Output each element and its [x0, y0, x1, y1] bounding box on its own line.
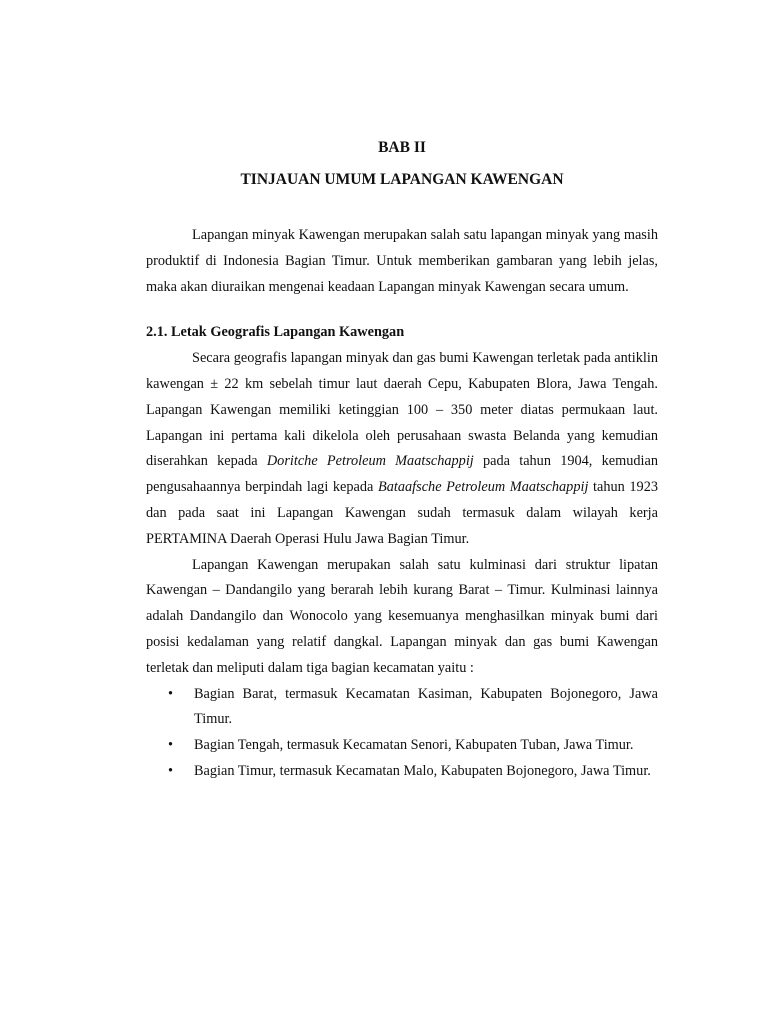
chapter-title: TINJAUAN UMUM LAPANGAN KAWENGAN	[240, 171, 564, 188]
bullet-icon: •	[168, 737, 174, 754]
geography-text-part3: tahun 1923 dan pada saat ini Lapangan Kawengan sudah termasuk dalam wilayah kerja PERTAMINA Daerah Operasi Hulu Jawa Bagian Timur.	[146, 479, 658, 547]
list-item	[146, 759, 658, 785]
geography-text-part2: pada tahun 1904, kemudian pengusahaannya berpindah lagi kepada	[146, 453, 658, 496]
list-item	[146, 733, 658, 759]
geography-paragraph	[146, 346, 658, 552]
geography-text-part1: Secara geografis lapangan minyak dan gas bumi Kawengan terletak pada antiklin kawengan ± 22 km sebelah timur laut daerah Cepu, Kabupaten Blora, Jawa Tengah. Lapangan Kawengan memiliki ketinggian 100 – 350 meter diatas permukaan laut. Lapangan ini pertama kali dikelola oleh perusahaan swasta Belanda yang kemudian diserahkan kepada	[146, 350, 658, 470]
list-item-text: Bagian Timur, termasuk Kecamatan Malo, Kabupaten Bojonegoro, Jawa Timur.	[194, 762, 651, 779]
list-item-text: Bagian Barat, termasuk Kecamatan Kasiman, Kabupaten Bojonegoro, Jawa Timur.	[194, 685, 658, 728]
company-name-doritche: Doritche Petroleum Maatschappij	[266, 453, 474, 470]
list-item	[146, 682, 658, 734]
district-list	[146, 682, 658, 785]
document-page	[146, 133, 658, 785]
bullet-icon: •	[168, 762, 174, 779]
list-item-text: Bagian Tengah, termasuk Kecamatan Senori, Kabupaten Tuban, Jawa Timur.	[194, 737, 634, 754]
bullet-icon: •	[168, 685, 174, 702]
intro-paragraph: Lapangan minyak Kawengan merupakan salah satu lapangan minyak yang masih produktif di Indonesia Bagian Timur. Untuk memberikan gambaran yang lebih jelas, maka akan diuraikan mengenai keadaan Lapangan minyak Kawengan secara umum.	[146, 227, 658, 295]
company-name-bataafsche: Bataafsche Petroleum Maatschappij	[378, 479, 589, 496]
section-heading: 2.1. Letak Geografis Lapangan Kawengan	[146, 324, 405, 341]
chapter-number: BAB II	[378, 139, 426, 156]
structure-paragraph: Lapangan Kawengan merupakan salah satu kulminasi dari struktur lipatan Kawengan – Dandangilo yang berarah lebih kurang Barat – Timur. Kulminasi lainnya adalah Dandangilo dan Wonocolo yang kesemuanya menghasilkan minyak bumi dari posisi kedalaman yang relatif dangkal. Lapangan minyak dan gas bumi Kawengan terletak dan meliputi dalam tiga bagian kecamatan yaitu :	[146, 556, 658, 676]
